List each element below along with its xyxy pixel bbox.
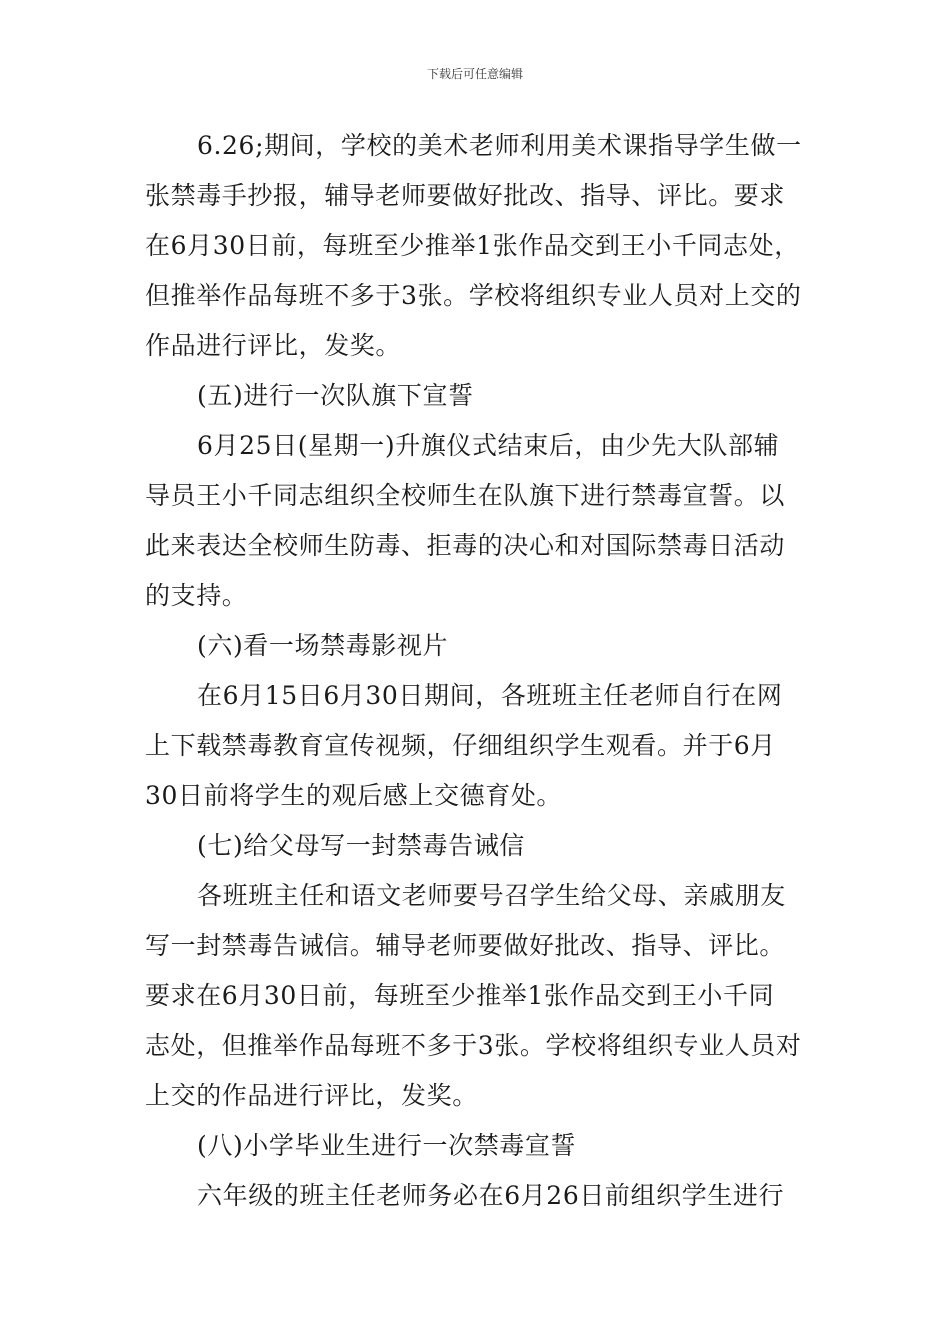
text-line: (八)小学毕业生进行一次禁毒宣誓: [197, 1131, 577, 1160]
text-line: 各班班主任和语文老师要号召学生给父母、亲戚朋友: [197, 881, 786, 910]
text-line: 6.26;期间，学校的美术老师利用美术课指导学生做一: [197, 131, 802, 160]
text-line: 志处，但推举作品每班不多于3张。学校将组织专业人员对: [145, 1031, 802, 1060]
text-line: 写一封禁毒告诫信。辅导老师要做好批改、指导、评比。: [145, 931, 786, 960]
text-line: 的支持。: [145, 581, 248, 610]
text-line: 此来表达全校师生防毒、拒毒的决心和对国际禁毒日活动: [145, 531, 786, 560]
text-line: 30日前将学生的观后感上交德育处。: [145, 781, 563, 810]
text-line: 要求在6月30日前，每班至少推举1张作品交到王小千同: [145, 981, 775, 1010]
page-header: 下载后可任意编辑: [426, 67, 523, 81]
text-line: 但推举作品每班不多于3张。学校将组织专业人员对上交的: [145, 281, 802, 310]
text-line: 作品进行评比，发奖。: [145, 331, 402, 360]
text-line: 导员王小千同志组织全校师生在队旗下进行禁毒宣誓。以: [145, 481, 786, 510]
text-line: 在6月15日6月30日期间，各班班主任老师自行在网: [197, 681, 783, 710]
text-line: 上交的作品进行评比，发奖。: [145, 1081, 478, 1110]
text-line: 张禁毒手抄报，辅导老师要做好批改、指导、评比。要求: [145, 181, 786, 210]
text-line: 六年级的班主任老师务必在6月26日前组织学生进行: [197, 1181, 785, 1210]
text-line: 上下载禁毒教育宣传视频，仔细组织学生观看。并于6月: [145, 731, 776, 760]
text-line: (七)给父母写一封禁毒告诫信: [197, 831, 525, 860]
document-body: [145, 121, 825, 1221]
text-line: (五)进行一次队旗下宣誓: [197, 381, 474, 410]
text-line: 在6月30日前，每班至少推举1张作品交到王小千同志处，: [145, 231, 800, 260]
text-line: (六)看一场禁毒影视片: [197, 631, 449, 660]
text-line: 6月25日(星期一)升旗仪式结束后，由少先大队部辅: [197, 431, 780, 460]
